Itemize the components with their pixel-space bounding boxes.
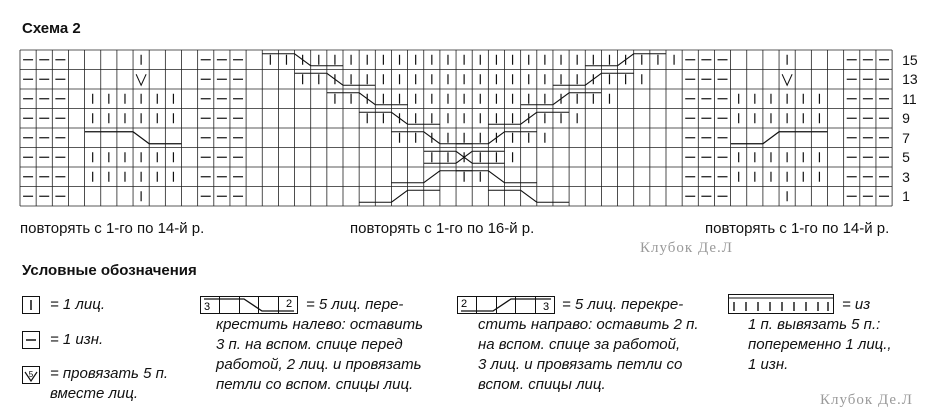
legend-left-cross-line: крестить налево: оставить bbox=[216, 316, 423, 333]
row-number: 7 bbox=[902, 129, 910, 146]
watermark: Клубок Де.Л bbox=[640, 240, 733, 256]
legend-increase-line: = из bbox=[842, 296, 871, 313]
legend-k5tog-text bbox=[50, 364, 168, 404]
repeat-note-left: повторять с 1-го по 14-й р. bbox=[20, 220, 205, 237]
legend-right-cross-line: 3 лиц. и провязать петли со bbox=[478, 356, 683, 373]
row-number: 9 bbox=[902, 110, 910, 127]
legend-left-cross-line: = 5 лиц. пере- bbox=[306, 296, 404, 313]
legend-right-cross-text bbox=[478, 315, 699, 395]
legend-left-cross-text bbox=[216, 315, 423, 395]
legend-increase-line: 1 изн. bbox=[748, 356, 789, 373]
cable-diagonal-mark bbox=[359, 190, 440, 202]
left-cross-symbol-icon bbox=[200, 296, 298, 314]
legend-purl-text: = 1 изн. bbox=[50, 331, 104, 348]
legend-k5tog-line: вместе лиц. bbox=[50, 385, 139, 402]
legend-increase-line: 1 п. вывязать 5 п.: bbox=[748, 316, 881, 333]
svg-text:2: 2 bbox=[286, 298, 293, 310]
svg-text:3: 3 bbox=[204, 301, 211, 313]
k5tog-symbol-icon bbox=[22, 366, 40, 384]
repeat-note-middle: повторять с 1-го по 16-й р. bbox=[350, 220, 535, 237]
k5tog-mark bbox=[136, 74, 146, 85]
row-number: 15 bbox=[902, 51, 918, 68]
repeat-note-right: повторять с 1-го по 14-й р. bbox=[705, 220, 890, 237]
right-cross-symbol-icon bbox=[457, 296, 555, 314]
svg-text:2: 2 bbox=[461, 298, 468, 310]
row-number: 5 bbox=[902, 149, 910, 166]
legend-left-cross-line: петли со вспом. спицы лиц. bbox=[216, 376, 414, 393]
svg-text:5: 5 bbox=[28, 370, 34, 379]
row-number: 13 bbox=[902, 71, 918, 88]
legend-increase-line: попеременно 1 лиц., bbox=[748, 336, 892, 353]
legend-left-cross-line: 3 п. на вспом. спице перед bbox=[216, 336, 403, 353]
legend-right-cross-line: стить направо: оставить 2 п. bbox=[478, 316, 699, 333]
row-number: 1 bbox=[902, 188, 910, 205]
legend-k5tog-line: = провязать 5 п. bbox=[50, 365, 169, 382]
cable-diagonal-mark bbox=[456, 171, 537, 183]
legend-knit-text: = 1 лиц. bbox=[50, 296, 105, 313]
legend-title: Условные обозначения bbox=[22, 262, 197, 279]
k5tog-mark bbox=[782, 74, 792, 85]
increase-symbol-icon bbox=[728, 294, 834, 314]
legend-right-cross-line: на вспом. спице за работой, bbox=[478, 336, 681, 353]
row-number: 11 bbox=[902, 90, 917, 107]
row-number: 3 bbox=[902, 168, 910, 185]
knit-symbol-icon bbox=[22, 296, 40, 314]
legend-right-cross-line: = 5 лиц. перекре- bbox=[562, 296, 684, 313]
legend-left-cross-line: работой, 2 лиц. и провязать bbox=[216, 356, 422, 373]
cable-diagonal-mark bbox=[391, 171, 472, 183]
watermark: Клубок Де.Л bbox=[820, 392, 913, 408]
cable-diagonal-mark bbox=[488, 190, 569, 202]
legend-increase-text bbox=[748, 315, 892, 375]
svg-text:3: 3 bbox=[543, 301, 550, 313]
purl-symbol-icon bbox=[22, 331, 40, 349]
chart-title: Схема 2 bbox=[22, 20, 81, 37]
legend-right-cross-line: вспом. спицы лиц. bbox=[478, 376, 606, 393]
